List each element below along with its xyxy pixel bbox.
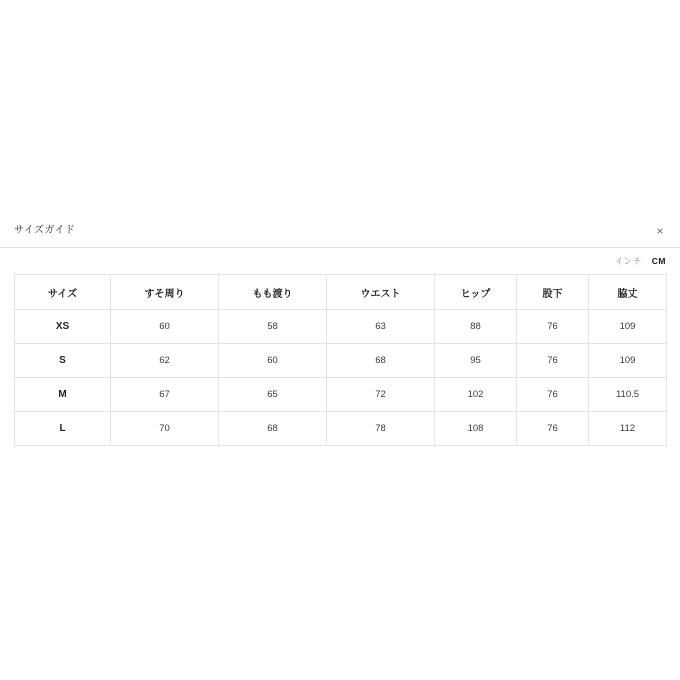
- modal-header: [0, 215, 680, 247]
- cell-xs-waist: 63: [327, 310, 435, 344]
- cell-s-thigh: 60: [219, 344, 327, 378]
- cell-l-outseam: 112: [589, 412, 667, 446]
- row-label-s: S: [15, 344, 111, 378]
- close-icon[interactable]: ×: [652, 223, 668, 239]
- column-header-thigh: もも渡り: [219, 275, 327, 310]
- page-title: サイズガイド: [14, 225, 76, 236]
- cell-xs-hip: 88: [435, 310, 517, 344]
- cell-m-hem: 67: [111, 378, 219, 412]
- cell-l-inseam: 76: [517, 412, 589, 446]
- cell-m-thigh: 65: [219, 378, 327, 412]
- cell-s-hem: 62: [111, 344, 219, 378]
- cell-m-inseam: 76: [517, 378, 589, 412]
- unit-option-cm[interactable]: CM: [651, 255, 666, 266]
- cell-m-waist: 72: [327, 378, 435, 412]
- size-table-wrapper: [0, 274, 680, 446]
- cell-xs-hem: 60: [111, 310, 219, 344]
- size-table-body: [15, 310, 667, 446]
- row-label-m: M: [15, 378, 111, 412]
- cell-l-hip: 108: [435, 412, 517, 446]
- cell-s-hip: 95: [435, 344, 517, 378]
- table-row: [15, 344, 667, 378]
- row-label-l: L: [15, 412, 111, 446]
- cell-s-outseam: 109: [589, 344, 667, 378]
- size-table: [14, 274, 667, 446]
- cell-xs-thigh: 58: [219, 310, 327, 344]
- table-row: [15, 412, 667, 446]
- cell-s-inseam: 76: [517, 344, 589, 378]
- column-header-waist: ウエスト: [327, 275, 435, 310]
- size-guide-modal: [0, 215, 680, 446]
- cell-s-waist: 68: [327, 344, 435, 378]
- unit-toggle: [0, 248, 680, 274]
- column-header-size: サイズ: [15, 275, 111, 310]
- unit-option-inch[interactable]: インチ: [614, 255, 642, 266]
- cell-m-outseam: 110.5: [589, 378, 667, 412]
- cell-l-hem: 70: [111, 412, 219, 446]
- column-header-inseam: 股下: [517, 275, 589, 310]
- cell-l-thigh: 68: [219, 412, 327, 446]
- row-label-xs: XS: [15, 310, 111, 344]
- cell-xs-inseam: 76: [517, 310, 589, 344]
- column-header-hem: すそ周り: [111, 275, 219, 310]
- table-header-row: [15, 275, 667, 310]
- cell-l-waist: 78: [327, 412, 435, 446]
- cell-xs-outseam: 109: [589, 310, 667, 344]
- column-header-outseam: 脇丈: [589, 275, 667, 310]
- cell-m-hip: 102: [435, 378, 517, 412]
- column-header-hip: ヒップ: [435, 275, 517, 310]
- table-row: [15, 378, 667, 412]
- size-table-head: [15, 275, 667, 310]
- table-row: [15, 310, 667, 344]
